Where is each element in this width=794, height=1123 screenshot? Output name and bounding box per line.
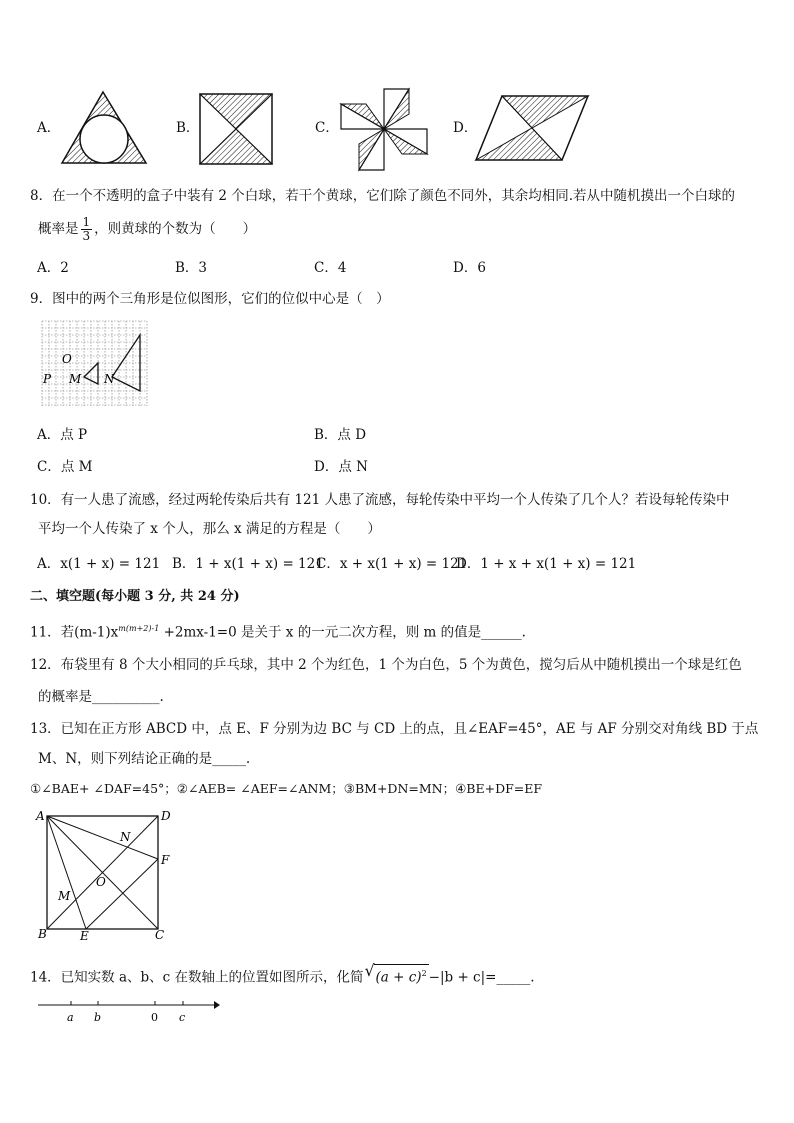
axis-label-b: b (94, 1011, 102, 1024)
grid-label-m: M (69, 372, 82, 386)
axis-label-a: a (67, 1011, 74, 1024)
q10-stem-line1: 10．有一人患了流感，经过两轮传染后共有 121 人患了流感，每轮传染中平均一个人传染了几个人？若设每轮传染中 (30, 492, 730, 508)
q8-stem-line1: 8．在一个不透明的盒子中装有 2 个白球，若干个黄球，它们除了颜色不同外，其余均相同.若从中随机摸出一个白球的 (30, 188, 736, 204)
q8-option-c: C．4 (314, 260, 347, 276)
q7-option-d-label: D． (453, 120, 478, 136)
q9-option-c: C．点 M (37, 459, 93, 475)
q9-option-a: A．点 P (37, 427, 88, 443)
q12-stem-line1: 12．布袋里有 8 个大小相同的乒乓球，其中 2 个为红色，1 个为白色，5 个为黄色，搅匀后从中随机摸出一个球是红色 (30, 657, 742, 673)
label-d: D (161, 809, 171, 823)
q11-prefix: 11．若(m-1)x (30, 624, 119, 641)
q7-option-b-label: B． (176, 120, 200, 136)
q10-stem-line2: 平均一个人传染了 x 个人，那么 x 满足的方程是（ ） (38, 521, 381, 537)
q7-option-a-label: A． (37, 120, 61, 136)
grid-label-p: P (43, 372, 52, 386)
q8-option-a: A．2 (37, 260, 69, 276)
q14-stem (30, 961, 535, 987)
label-m: M (58, 889, 71, 903)
square-triangles-figure (198, 92, 274, 166)
q14-power: 2 (421, 969, 427, 978)
label-a: A (36, 809, 45, 823)
q8-option-d: D．6 (453, 260, 486, 276)
label-n: N (120, 830, 131, 844)
q11-suffix: +2mx-1=0 是关于 x 的一元二次方程，则 m 的值是______. (159, 624, 526, 641)
q8-option-b: B．3 (175, 260, 208, 276)
q10-option-a: A．x(1 + x) = 121 (37, 556, 161, 572)
q12-stem-line2: 的概率是__________. (38, 689, 164, 705)
label-c: C (155, 928, 165, 942)
sqrt-icon: √ (364, 961, 375, 980)
label-e: E (80, 929, 89, 943)
q8-fraction (81, 216, 93, 243)
q9-option-b: B．点 D (314, 427, 367, 443)
q9-stem: 9．图中的两个三角形是位似图形，它们的位似中心是（ ） (30, 291, 390, 307)
label-f: F (161, 853, 170, 867)
q13-stem-line1: 13．已知在正方形 ABCD 中，点 E、F 分别为边 BC 与 CD 上的点，且∠EAF=45°，AE 与 AF 分别交对角线 BD 于点 (30, 721, 759, 737)
q13-statements: ①∠BAE+ ∠DAF=45°；②∠AEB= ∠AEF=∠ANM；③BM+DN=MN；④BE+DF=EF (30, 781, 543, 796)
similar-triangles-grid (40, 319, 152, 409)
q10-option-b: B．1 + x(1 + x) = 121 (172, 556, 324, 572)
q14-suffix: −|b + c|=_____. (428, 969, 535, 986)
axis-label-zero: 0 (151, 1011, 158, 1024)
q8-suffix: ，则黄球的个数为（ ） (94, 221, 257, 237)
number-line (36, 996, 221, 1026)
section-2-heading: 二、填空题(每小题 3 分, 共 24 分) (30, 589, 240, 604)
parallelogram-figure (474, 94, 592, 162)
q14-prefix: 14．已知实数 a、b、c 在数轴上的位置如图所示，化简 (30, 969, 364, 986)
q9-option-d: D．点 N (314, 459, 368, 475)
label-b: B (38, 927, 47, 941)
grid-label-n: N (104, 372, 115, 386)
q7-option-c-label: C． (315, 120, 339, 136)
q11-exponent: m(m+2)-1 (118, 624, 160, 633)
q10-option-c: C．x + x(1 + x) = 121 (316, 556, 468, 572)
triangle-circle-figure (60, 90, 150, 166)
pinwheel-figure (337, 84, 431, 174)
q8-frac-num: 1 (82, 215, 91, 229)
q8-frac-den: 3 (82, 229, 91, 243)
axis-label-c: c (179, 1011, 186, 1024)
q14-radicand: (a + c) (375, 969, 422, 986)
q11-stem (30, 620, 526, 642)
q10-option-d: D．1 + x + x(1 + x) = 121 (456, 556, 637, 572)
q14-radical (364, 961, 429, 987)
q8-prefix: 概率是 (38, 221, 79, 237)
square-abcd-figure (30, 806, 180, 946)
q8-stem-line2 (38, 216, 256, 243)
q13-stem-line2: M、N，则下列结论正确的是_____. (38, 751, 251, 767)
grid-label-o: O (62, 352, 72, 366)
label-o: O (96, 875, 106, 889)
